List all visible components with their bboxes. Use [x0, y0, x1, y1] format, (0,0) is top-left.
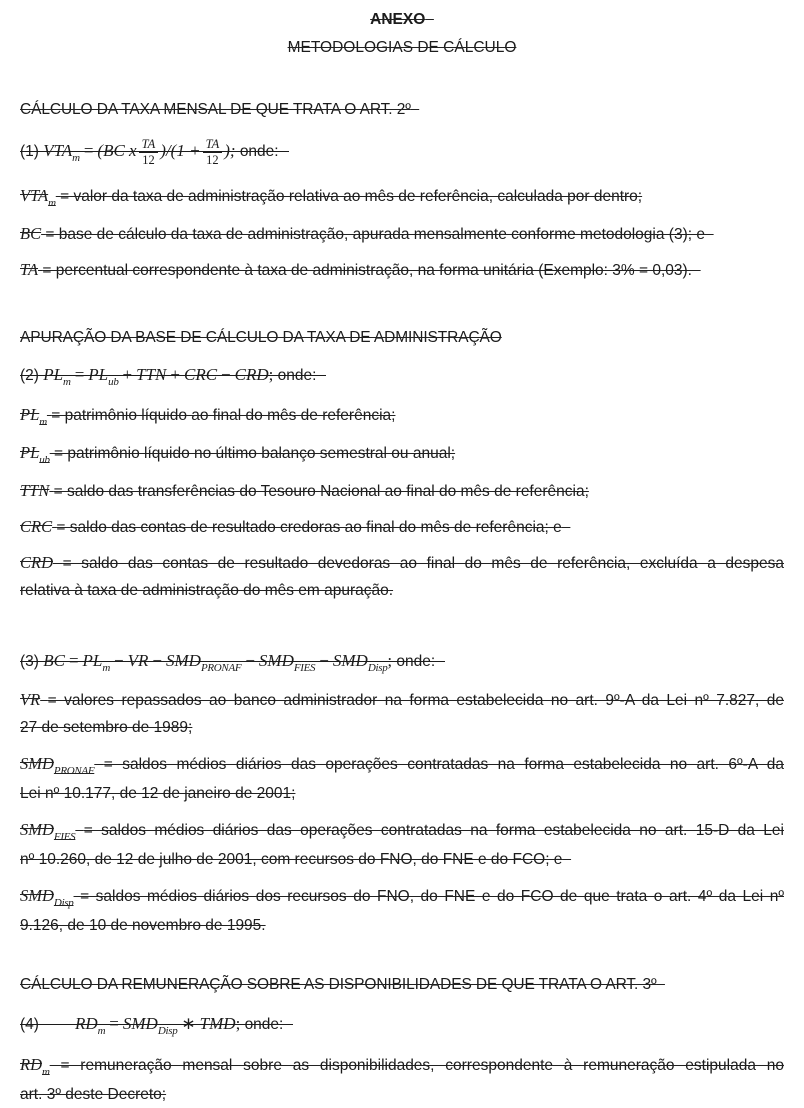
math-punctuation: ;	[387, 651, 393, 670]
definition-text: = valor da taxa de administração relativa ao mês de referência, calculada por dentro;	[60, 188, 643, 205]
math-term: );	[224, 141, 236, 160]
definition-smd-disp	[20, 882, 784, 939]
definition-line-2: 27 de setembro de 1989;	[20, 719, 193, 736]
definition-plm	[20, 401, 784, 431]
math-operator: +	[122, 365, 133, 384]
math-term: SMD	[332, 651, 368, 670]
math-term: RD	[74, 1014, 98, 1033]
definition-bc	[20, 220, 784, 248]
math-term: VTA	[43, 141, 73, 160]
definition-line-1	[20, 686, 784, 714]
math-operator: −	[152, 651, 162, 670]
formula-3-row	[20, 646, 784, 678]
fraction-numerator: TA	[205, 137, 220, 152]
definition-line-2: relativa à taxa de administração do mês em apuração.	[20, 582, 394, 599]
math-term: CRC	[183, 365, 218, 384]
math-subscript: m	[63, 375, 71, 388]
math-symbol: TA	[20, 260, 39, 279]
formula-4-row	[20, 1009, 784, 1041]
math-term: SMD	[122, 1014, 158, 1033]
math-symbol: PL	[20, 443, 40, 462]
definition-line-1	[20, 882, 784, 912]
definition-text: = saldo das contas de resultado devedoras ao final do mês de referência, excluída a despesa	[62, 555, 784, 572]
definition-text: = saldos médios diários dos recursos do FNO, do FNE e do FCO de que trata o art. 4º da Lei nº	[80, 888, 784, 905]
math-operator: =	[83, 141, 94, 160]
math-punctuation: ;	[235, 1014, 241, 1033]
definition-ta	[20, 256, 784, 284]
formula-2-row	[20, 360, 784, 392]
fraction-denominator: 12	[139, 152, 159, 168]
math-symbol: RD	[20, 1055, 42, 1074]
math-term: TMD	[199, 1014, 236, 1033]
math-operator: =	[68, 651, 79, 670]
math-subscript: m	[102, 661, 111, 674]
math-operator: +	[170, 365, 180, 384]
document-page	[0, 10, 804, 1108]
onde-label: onde:	[277, 367, 317, 384]
math-term: SMD	[166, 651, 201, 670]
math-subscript: m	[42, 1065, 50, 1078]
math-subscript: PRONAF	[53, 764, 95, 777]
math-subscript: Disp	[157, 1024, 178, 1037]
math-term: BC	[43, 651, 65, 670]
math-subscript: m	[72, 151, 80, 164]
document-title: ANEXO	[370, 11, 426, 28]
math-symbol: SMD	[20, 886, 54, 905]
math-subscript: FIES	[293, 661, 316, 674]
definition-line-1	[20, 750, 784, 780]
definition-smd-pronaf	[20, 750, 784, 807]
math-term: CRD	[234, 365, 269, 384]
math-term: PL	[82, 651, 103, 670]
math-symbol: PL	[20, 405, 40, 424]
math-symbol: CRC	[20, 517, 53, 536]
math-subscript: ub	[108, 375, 119, 388]
definition-vta	[20, 182, 784, 212]
definition-line-1	[20, 549, 784, 577]
math-symbol: CRD	[20, 553, 53, 572]
fraction	[203, 137, 223, 167]
math-subscript: FIES	[53, 830, 76, 843]
definition-text: = saldo das contas de resultado credoras ao final do mês de referência; e	[56, 519, 562, 536]
definition-line-2: 9.126, de 10 de novembro de 1995.	[20, 917, 266, 934]
math-operator: =	[109, 1014, 119, 1033]
formula-number: (4)	[20, 1016, 39, 1033]
math-operator: −	[221, 365, 231, 384]
fraction	[139, 137, 159, 167]
definition-plub	[20, 439, 784, 469]
definition-vr	[20, 686, 784, 741]
onde-label: onde:	[239, 143, 279, 160]
math-term: TTN	[136, 365, 167, 384]
definition-line-2: nº 10.260, de 12 de julho de 2001, com recursos do FNO, do FNE e do FCO; e	[20, 851, 563, 868]
definition-text: = percentual correspondente à taxa de administração, na forma unitária (Exemplo: 3% = 0,03).	[42, 262, 692, 279]
definition-crd	[20, 549, 784, 604]
formula-1	[20, 128, 279, 176]
math-subscript: m	[39, 415, 47, 428]
definition-line-1	[20, 1051, 784, 1081]
math-symbol: SMD	[20, 754, 54, 773]
math-subscript: m	[48, 196, 56, 209]
formula-1-row	[20, 128, 784, 176]
definition-line-2: Lei nº 10.177, de 12 de janeiro de 2001;	[20, 785, 296, 802]
math-term: )/(1 +	[160, 141, 201, 160]
onde-label: onde:	[244, 1016, 284, 1033]
formula-number: (3)	[20, 653, 39, 670]
formula-2	[20, 360, 316, 392]
formula-number: (2)	[20, 367, 39, 384]
definition-text: = patrimônio líquido no último balanço semestral ou anual;	[53, 445, 456, 462]
definition-ttn	[20, 477, 784, 505]
math-operator: −	[114, 651, 124, 670]
section-heading-taxa-mensal: CÁLCULO DA TAXA MENSAL DE QUE TRATA O ART. 2º	[20, 101, 411, 118]
definition-crc	[20, 513, 784, 541]
math-subscript: m	[97, 1024, 106, 1037]
math-operator: ∗	[181, 1014, 196, 1033]
math-symbol: BC	[20, 224, 42, 243]
math-symbol: TTN	[20, 481, 50, 500]
math-term: (BC x	[97, 141, 137, 160]
definition-text: = remuneração mensal sobre as disponibilidades, correspondente à remuneração estipulada no	[60, 1057, 784, 1074]
math-subscript: PRONAF	[200, 661, 242, 674]
definition-text: = saldos médios diários das operações contratadas na forma estabelecida no art. 6º-A da	[103, 756, 784, 773]
math-symbol: VTA	[20, 186, 49, 205]
math-symbol: VR	[20, 690, 41, 709]
math-symbol: SMD	[20, 820, 54, 839]
definition-text: = valores repassados ao banco administrador na forma estabelecida no art. 9º-A da Lei nº 7.827, de	[47, 692, 784, 709]
definition-text: = base de cálculo da taxa de administração, apurada mensalmente conforme metodologia (3); e	[45, 226, 705, 243]
math-operator: −	[245, 651, 255, 670]
definition-text: = saldos médios diários das operações contratadas na forma estabelecida no art. 15-D da Lei	[83, 822, 784, 839]
math-punctuation: ;	[268, 365, 274, 384]
fraction-denominator: 12	[203, 152, 223, 168]
formula-number: (1)	[20, 143, 39, 160]
definition-text: = patrimônio líquido ao final do mês de referência;	[51, 407, 396, 424]
math-operator: −	[319, 651, 329, 670]
formula-4	[20, 1009, 283, 1041]
document-subtitle: METODOLOGIAS DE CÁLCULO	[287, 39, 517, 56]
math-term: VR	[127, 651, 149, 670]
math-subscript: Disp	[53, 896, 74, 909]
math-operator: =	[74, 365, 85, 384]
math-subscript: Disp	[367, 661, 388, 674]
section-heading-remuneracao: CÁLCULO DA REMUNERAÇÃO SOBRE AS DISPONIBILIDADES DE QUE TRATA O ART. 3º	[20, 976, 657, 993]
definition-line-1	[20, 816, 784, 846]
fraction-numerator: TA	[141, 137, 156, 152]
definition-line-2: art. 3º deste Decreto;	[20, 1086, 167, 1103]
math-term: PL	[88, 365, 109, 384]
onde-label: onde:	[396, 653, 436, 670]
section-heading-base-calculo: APURAÇÃO DA BASE DE CÁLCULO DA TAXA DE ADMINISTRAÇÃO	[20, 329, 502, 346]
definition-smd-fies	[20, 816, 784, 873]
math-subscript: ub	[39, 453, 50, 466]
definition-text: = saldo das transferências do Tesouro Nacional ao final do mês de referência;	[53, 483, 589, 500]
formula-3	[20, 646, 435, 678]
math-term: PL	[43, 365, 64, 384]
math-term: SMD	[258, 651, 294, 670]
